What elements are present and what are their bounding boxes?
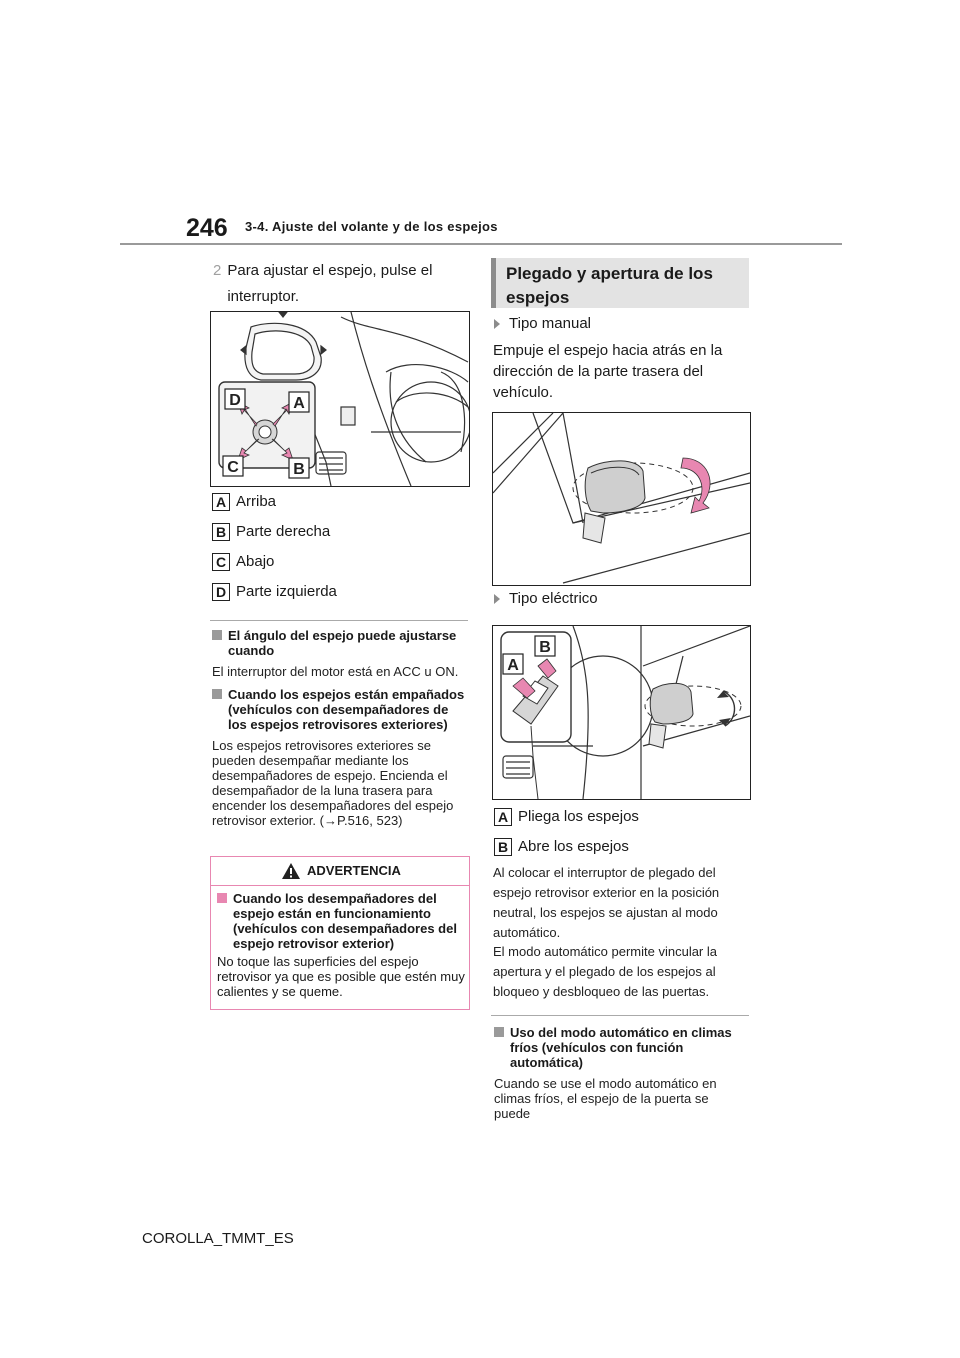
notes-divider xyxy=(210,620,468,621)
fig1-label-a: A xyxy=(293,395,305,412)
fold-legend xyxy=(494,808,744,856)
fig1-label-d: D xyxy=(229,392,241,409)
legend-item-b xyxy=(494,838,744,856)
note-body: El interruptor del motor está en ACC u ON. xyxy=(212,664,459,679)
legend-item-a xyxy=(212,493,462,511)
step-text: Para ajustar el espejo, pulse el interruptor. xyxy=(227,262,433,305)
notes-block xyxy=(212,628,466,828)
legend-item-d xyxy=(212,583,462,601)
manual-type-label: Tipo manual xyxy=(494,315,591,332)
warning-box xyxy=(210,856,470,1010)
fig3-label-a: A xyxy=(507,657,519,674)
note-body: Los espejos retrovisores exteriores se pueden desempañar mediante los desempañadores de espejo. Encienda el desempañador de la luna trasera para encender los desempañadores del espejo retrovisor exterior. (→P.516, 523) xyxy=(212,738,454,828)
bullet-arrow-icon xyxy=(494,594,500,604)
fig1-label-b: B xyxy=(293,461,305,478)
mirror-switch-illustration xyxy=(210,311,470,487)
direction-legend xyxy=(212,493,462,601)
note-heading: Cuando los espejos están empañados (vehículos con desempañadores de los espejos retrovisores exteriores) xyxy=(212,687,466,732)
legend-key: A xyxy=(494,808,512,826)
warning-icon xyxy=(281,862,301,880)
cold-climate-note xyxy=(494,1025,748,1121)
step-number: 2 xyxy=(213,262,222,279)
footer-doc-code: COROLLA_TMMT_ES xyxy=(142,1230,294,1247)
legend-label: Pliega los espejos xyxy=(518,808,639,825)
legend-item-c xyxy=(212,553,462,571)
electric-folding-illustration xyxy=(492,625,751,800)
legend-key: C xyxy=(212,553,230,571)
legend-label: Arriba xyxy=(236,493,277,510)
page-number: 246 xyxy=(186,214,228,242)
legend-label: Parte derecha xyxy=(236,523,331,540)
manual-folding-illustration xyxy=(492,412,751,586)
legend-label: Abajo xyxy=(236,553,275,570)
warning-title: ADVERTENCIA xyxy=(307,863,401,878)
fig1-label-c: C xyxy=(227,459,239,476)
legend-item-a xyxy=(494,808,744,826)
section-heading: Plegado y apertura de los espejos xyxy=(491,258,749,308)
warning-heading: Cuando los desempañadores del espejo están en funcionamiento (vehículos con desempañadores del espejo retrovisor exterior) xyxy=(217,891,463,951)
step-2 xyxy=(213,258,473,310)
legend-key: A xyxy=(212,493,230,511)
legend-label: Abre los espejos xyxy=(518,838,629,855)
manual-instruction: Empuje el espejo hacia atrás en la dirección de la parte trasera del vehículo. xyxy=(493,342,723,401)
right-notes-divider xyxy=(491,1015,749,1016)
auto-mode-text-2: El modo automático permite vincular la apertura y el plegado de los espejos al bloqueo y desbloqueo de las puertas. xyxy=(493,944,717,999)
legend-item-b xyxy=(212,523,462,541)
legend-key: B xyxy=(494,838,512,856)
electric-type-label: Tipo eléctrico xyxy=(494,590,598,607)
note-body: Cuando se use el modo automático en climas fríos, el espejo de la puerta se puede xyxy=(494,1076,717,1121)
header-divider xyxy=(120,243,842,245)
bullet-arrow-icon xyxy=(494,319,500,329)
note-heading: El ángulo del espejo puede ajustarse cuando xyxy=(212,628,466,658)
legend-label: Parte izquierda xyxy=(236,583,337,600)
warning-body: No toque las superficies del espejo retrovisor ya que es posible que estén muy calientes y se queme. xyxy=(217,954,465,999)
legend-key: B xyxy=(212,523,230,541)
section-title: 3-4. Ajuste del volante y de los espejos xyxy=(245,219,498,234)
note-heading: Uso del modo automático en climas fríos (vehículos con función automática) xyxy=(494,1025,748,1070)
legend-key: D xyxy=(212,583,230,601)
warning-title-bar xyxy=(211,857,469,886)
fig3-label-b: B xyxy=(539,639,551,656)
auto-mode-text-1: Al colocar el interruptor de plegado del espejo retrovisor exterior en la posición neutral, los espejos se ajustan al modo automático. xyxy=(493,865,720,940)
